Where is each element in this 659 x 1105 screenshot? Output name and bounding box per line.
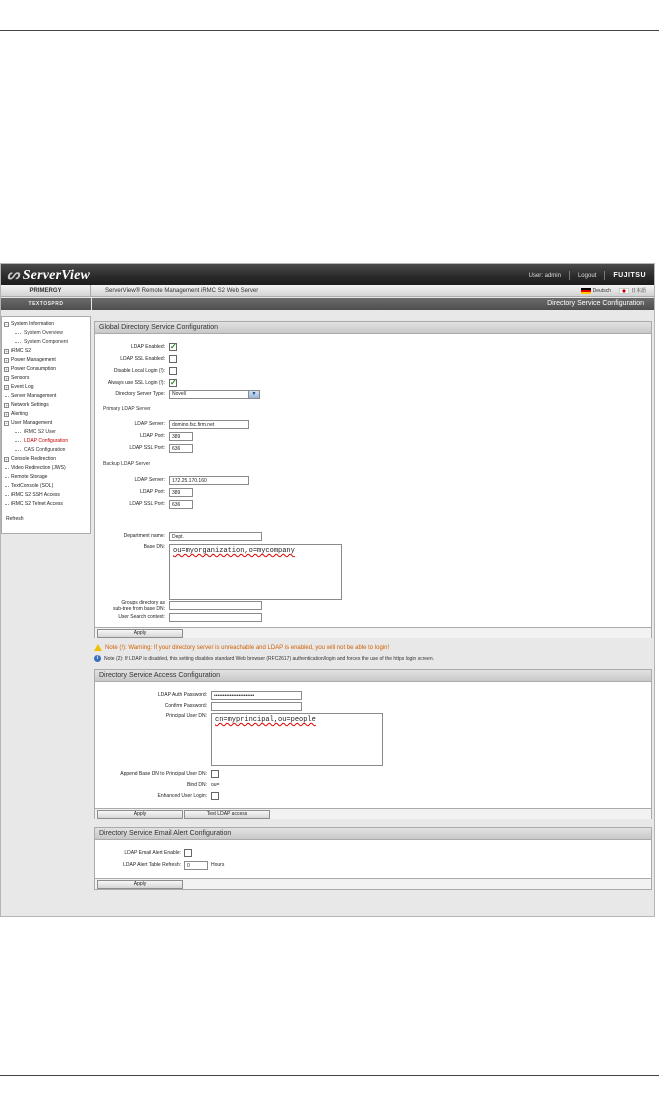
page-top-rule [0, 30, 659, 31]
nav-system-component[interactable] [2, 338, 90, 347]
expand-icon[interactable]: + [5, 376, 8, 381]
confirm-password-input[interactable] [211, 702, 302, 711]
chevron-down-icon[interactable]: ▼ [248, 391, 259, 398]
expand-icon[interactable]: + [5, 385, 8, 390]
directory-server-type-label: Directory Server Type: [115, 391, 165, 397]
apply-button[interactable]: Apply [97, 880, 183, 889]
backup-port-label: LDAP Port: [140, 489, 165, 495]
apply-button[interactable]: Apply [97, 629, 183, 638]
base-dn-label: Base DN: [143, 544, 165, 550]
nav-remote-storage[interactable] [2, 473, 90, 482]
department-label: Department name: [123, 533, 165, 539]
backup-port-input[interactable] [169, 488, 193, 497]
primary-ssl-port-label: LDAP SSL Port: [129, 445, 165, 451]
nav-label: Server Management [11, 393, 57, 399]
append-base-dn-label: Append Base DN to Principal User DN: [120, 771, 207, 777]
bind-dn-label: Bind DN: [186, 782, 207, 788]
primary-ssl-port-input[interactable] [169, 444, 193, 453]
info-icon: i [94, 655, 101, 662]
nav-label: Event Log [11, 384, 34, 390]
ldap-ssl-enabled-label: LDAP SSL Enabled: [120, 356, 165, 362]
nav-label: Alerting [11, 411, 28, 417]
primary-port-input[interactable] [169, 432, 193, 441]
always-use-ssl-checkbox[interactable] [169, 379, 177, 387]
email-alert-panel [94, 827, 652, 890]
global-config-panel [94, 321, 652, 638]
nav-label: Console Redirection [11, 456, 57, 462]
nav-irmc-s2-user[interactable] [2, 428, 90, 437]
nav-cas-configuration[interactable] [2, 446, 90, 455]
nav-label: iRMC S2 [11, 348, 32, 354]
nav-label: Video Redirection (JWS) [11, 465, 66, 471]
expand-icon[interactable]: + [5, 358, 8, 363]
lang-jp-label: 日本語 [630, 288, 646, 294]
fujitsu-logo: FUJITSU [613, 272, 646, 279]
tree-line [5, 468, 9, 469]
expand-icon[interactable]: + [5, 457, 8, 462]
brand-text: ServerView [22, 268, 91, 283]
nav-video-redirection[interactable] [2, 464, 90, 473]
append-base-dn-checkbox[interactable] [211, 770, 219, 778]
nav-event-log[interactable] [2, 383, 90, 392]
serverview-logo [7, 267, 90, 284]
nav-label: TextConsole (SOL) [11, 483, 54, 489]
divider [604, 271, 605, 280]
nav-tree [1, 316, 91, 534]
user-link[interactable]: User: admin [528, 272, 561, 279]
irmc-web-screenshot [0, 263, 655, 917]
primergy-label: PRIMERGY [1, 285, 91, 297]
user-search-input[interactable] [169, 613, 262, 622]
ldap-enabled-label: LDAP Enabled: [130, 344, 165, 350]
warning-icon [94, 644, 102, 651]
nav-label: iRMC S2 Telnet Access [11, 501, 63, 507]
nav-system-overview[interactable] [2, 329, 90, 338]
department-input[interactable] [169, 532, 262, 541]
nav-alerting[interactable] [2, 410, 90, 419]
collapse-icon[interactable]: − [5, 421, 8, 426]
nav-label: User Management [11, 420, 53, 426]
page-title: Directory Service Configuration [92, 298, 654, 310]
panel-body [95, 682, 651, 819]
expand-icon[interactable]: + [5, 349, 8, 354]
server-title: ServerView® Remote Management iRMC S2 Web Server [105, 288, 259, 294]
nav-label: iRMC S2 SSH Access [11, 492, 60, 498]
principal-user-dn-label: Principal User DN: [165, 713, 207, 719]
nav-label: Network Settings [11, 402, 49, 408]
nav-label: Power Consumption [11, 366, 57, 372]
collapse-icon[interactable]: − [5, 322, 8, 327]
groups-directory-label [113, 600, 165, 612]
nav-telnet-access[interactable] [2, 500, 90, 509]
nav-label: iRMC S2 User [24, 429, 56, 435]
divider [569, 271, 570, 280]
panel-title: Global Directory Service Configuration [95, 322, 651, 334]
backup-server-label: LDAP Server: [134, 477, 165, 483]
nav-ldap-configuration[interactable] [2, 437, 90, 446]
disable-local-login-label: Disable Local Login (!): [113, 368, 165, 374]
panel-title: Directory Service Email Alert Configuration [95, 828, 651, 840]
nav-power-consumption[interactable] [2, 365, 90, 374]
principal-user-dn-textarea[interactable] [211, 713, 383, 766]
nav-label: Remote Storage [11, 474, 48, 480]
panel-title: Directory Service Access Configuration [95, 670, 651, 682]
nav-ssh-access[interactable] [2, 491, 90, 500]
nav-label: CAS Configuration [24, 447, 66, 453]
nav-label: System Overview [24, 330, 63, 336]
groups-directory-label-line1: Groups directory as [121, 600, 165, 606]
disable-local-login-checkbox[interactable] [169, 367, 177, 375]
backup-ldap-section: Backup LDAP Server [103, 461, 151, 467]
nav-network-settings[interactable] [2, 401, 90, 410]
base-dn-value: ou=myorganization,o=mycompany [173, 547, 295, 555]
nav-header: TEXTOSPRD [1, 298, 91, 310]
sub-header-bar [1, 285, 654, 297]
logout-link[interactable]: Logout [577, 272, 597, 279]
german-flag-icon [581, 288, 591, 294]
alert-enable-label: LDAP Email Alert Enable: [124, 850, 181, 856]
nav-refresh[interactable]: Refresh [6, 516, 24, 522]
header-bar [1, 264, 654, 285]
lang-jp-link[interactable] [619, 287, 646, 295]
lang-de-label: Deutsch [592, 288, 611, 294]
apply-button[interactable]: Apply [97, 810, 183, 819]
button-row [95, 627, 651, 638]
alert-enable-checkbox[interactable] [184, 849, 192, 857]
ldap-enabled-checkbox[interactable] [169, 343, 177, 351]
hours-label: Hours [211, 862, 225, 868]
groups-directory-input[interactable] [169, 601, 262, 610]
language-switch [581, 287, 646, 295]
panel-body [95, 840, 651, 890]
nav-irmc-s2[interactable] [2, 347, 90, 356]
nav-power-management[interactable] [2, 356, 90, 365]
principal-user-dn-value: cn=myprincipal,ou=people [215, 716, 316, 724]
japan-flag-icon [619, 288, 629, 294]
nav-user-management[interactable] [2, 419, 90, 428]
panel-body [95, 334, 651, 638]
primary-port-label: LDAP Port: [140, 433, 165, 439]
tree-line [5, 486, 9, 487]
warning-note [94, 644, 389, 651]
nav-label: System Component [24, 339, 68, 345]
nav-label: Sensors [11, 375, 30, 381]
groups-directory-label-line2: sub-tree from base DN: [113, 606, 165, 612]
auth-password-input[interactable] [211, 691, 302, 700]
expand-icon[interactable]: + [5, 412, 8, 417]
backup-ssl-port-input[interactable] [169, 500, 193, 509]
select-value: Novell [172, 391, 186, 397]
primary-server-label: LDAP Server: [134, 421, 165, 427]
lang-de-link[interactable] [581, 287, 611, 295]
backup-ssl-port-label: LDAP SSL Port: [129, 501, 165, 507]
enhanced-login-label: Enhanced User Login: [157, 793, 207, 799]
nav-text-console[interactable] [2, 482, 90, 491]
enhanced-login-checkbox[interactable] [211, 792, 219, 800]
nav-console-redirection[interactable] [2, 455, 90, 464]
nav-label: System Information [11, 321, 55, 327]
auth-password-label: LDAP Auth Password: [157, 692, 207, 698]
nav-system-information[interactable] [2, 320, 90, 329]
header-links [529, 271, 646, 280]
primary-ldap-section: Primary LDAP Server [103, 406, 151, 412]
button-row [95, 878, 651, 889]
nav-label: LDAP Configuration [24, 438, 69, 444]
tree-line [5, 495, 9, 496]
directory-server-type-select[interactable] [169, 390, 260, 399]
nav-label: Power Management [11, 357, 56, 363]
access-config-panel [94, 669, 652, 819]
info-text: Note (2): If LDAP is disabled, this setting disables standard Web browser (RFC2617) authentication/login and forces the use of the https login screen. [104, 655, 434, 662]
backup-server-input[interactable] [169, 476, 249, 485]
tree-line [5, 477, 9, 478]
always-use-ssl-label: Always use SSL Login (!): [107, 380, 165, 386]
ldap-ssl-enabled-checkbox[interactable] [169, 355, 177, 363]
table-refresh-input[interactable] [184, 861, 208, 870]
table-refresh-label: LDAP Alert Table Refresh: [123, 862, 181, 868]
button-row [95, 808, 651, 819]
tree-line [5, 396, 9, 397]
confirm-password-label: Confirm Password: [164, 703, 207, 709]
bind-dn-value: ou= [211, 782, 220, 788]
expand-icon[interactable]: + [5, 403, 8, 408]
user-search-label: User Search context: [118, 614, 165, 620]
expand-icon[interactable]: + [5, 367, 8, 372]
nav-sensors[interactable] [2, 374, 90, 383]
page-bottom-rule [0, 1075, 659, 1076]
base-dn-textarea[interactable] [169, 544, 342, 600]
nav-server-management[interactable] [2, 392, 90, 401]
primary-server-input[interactable] [169, 420, 249, 429]
test-ldap-button[interactable]: Test LDAP access [184, 810, 270, 819]
serverview-s-icon: ᔕ [7, 268, 20, 283]
info-note [94, 655, 434, 662]
warning-text: Note (!): Warning: If your directory server is unreachable and LDAP is enabled, you will not be able to login! [105, 645, 390, 652]
tree-line [5, 504, 9, 505]
